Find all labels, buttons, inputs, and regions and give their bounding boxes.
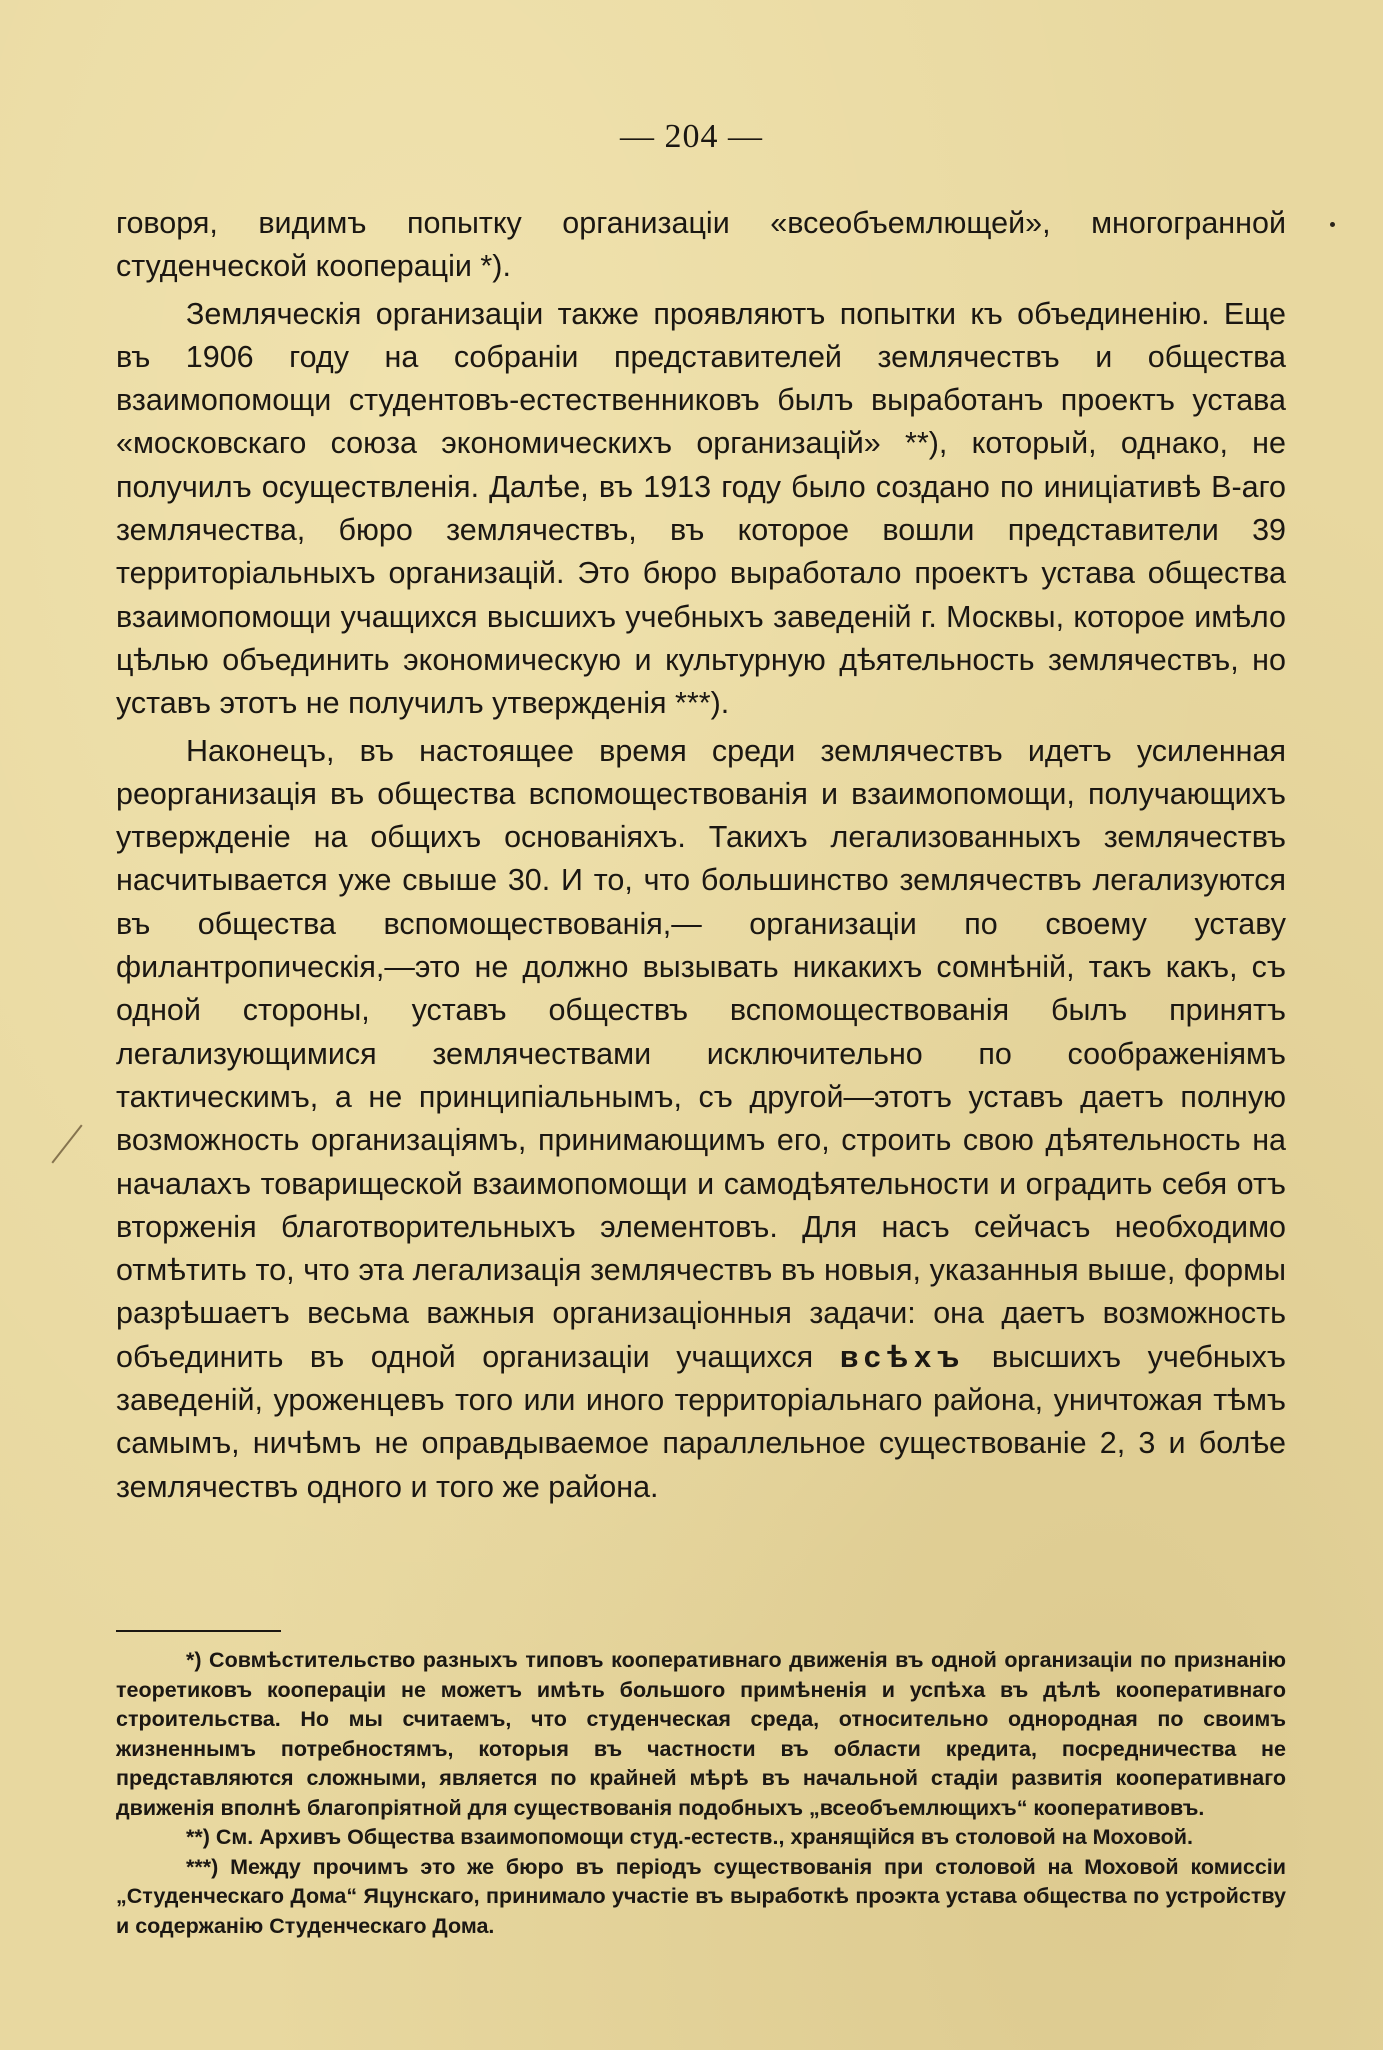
footnote-divider bbox=[116, 1630, 281, 1632]
main-text bbox=[116, 202, 1286, 1509]
paragraph-legalization-text: Наконецъ, въ настоящее время среди землячествъ идетъ усиленная реорганизація въ общества вспомоществованія и взаимопомощи, получающихъ утвержденіе на общихъ основаніяхъ. Такихъ легализованныхъ землячествъ насчитывается уже свыше 30. И то, что большинство землячествъ легализуются въ общества вспомоществованія,— организаціи по своему уставу филантропическія,—это не должно вызывать никакихъ сомнѣній, такъ какъ, съ одной стороны, уставъ обществъ вспомоществованія былъ принятъ легализующимися землячествами исключительно по соображеніямъ тактическимъ, а не принципіальнымъ, съ другой—этотъ уставъ даетъ полную возможность организаціямъ, принимающимъ его, строить свою дѣятельность на началахъ товарищеской взаимопомощи и самодѣятельности и оградить себя отъ вторженія благотворительныхъ элементовъ. Для насъ сейчасъ необходимо отмѣтить то, что эта легализація землячествъ въ новыя, указанныя выше, формы разрѣшаетъ весьма важныя организаціонныя задачи: она даетъ возможность объединить въ одной организаціи учащихся bbox=[116, 733, 1286, 1374]
footnote-2: **) См. Архивъ Общества взаимопомощи студ.-естеств., хранящійся въ столовой на Моховой. bbox=[186, 1825, 1193, 1849]
page-number: — 204 — bbox=[620, 118, 763, 155]
paragraph-zemlyachestva: Земляческія организаціи также проявляютъ попытки къ объединенію. Еще въ 1906 году на собраніи представителей землячествъ и общества взаимопомощи студентовъ-естественниковъ былъ выработанъ проектъ устава «московскаго союза экономическихъ организацій» **), который, однако, не получилъ осуществленія. Далѣе, въ 1913 году было создано по иниціативѣ В-аго землячества, бюро землячествъ, въ которое вошли представители 39 территоріальныхъ организацій. Это бюро выработало проектъ устава общества взаимопомощи учащихся высшихъ учебныхъ заведеній г. Москвы, которое имѣло цѣлью объединить экономическую и культурную дѣятельность землячествъ, но уставъ этотъ не получилъ утвержденія ***). bbox=[116, 296, 1286, 721]
footnote-3: ***) Между прочимъ это же бюро въ періодъ существованія при столовой на Моховой комиссіи „Студенческаго Дома“ Яцунскаго, принимало участіе въ выработкѣ проэкта устава общества по устройству и содержанію Студенческаго Дома. bbox=[116, 1854, 1286, 1938]
paragraph-legalization bbox=[116, 730, 1286, 1509]
ink-dot bbox=[1330, 222, 1335, 227]
paragraph-legalization-end: высшихъ учебныхъ заведеній, уроженцевъ того или иного территоріальнаго района, уничтожая тѣмъ самымъ, ничѣмъ не оправдываемое параллельное существованіе 2, 3 и болѣе землячествъ одного и того же района. bbox=[116, 1339, 1286, 1504]
paragraph-continuation: говоря, видимъ попытку организаціи «всеобъемлющей», многогранной студенческой коопераціи *). bbox=[116, 206, 1286, 284]
margin-pencil-mark bbox=[51, 1124, 82, 1163]
footnotes bbox=[116, 1646, 1286, 1941]
footnote-1: *) Совмѣстительство разныхъ типовъ кооперативнаго движенія въ одной организаціи по признанію теоретиковъ коопераціи не можетъ имѣть большого примѣненія и успѣха въ дѣлѣ кооперативнаго строительства. Но мы считаемъ, что студенческая среда, относительно однородная по своимъ жизненнымъ потребностямъ, которыя въ частности въ области кредита, посредничества не представляются сложными, является по крайней мѣрѣ въ начальной стадіи развитія кооперативнаго движенія вполнѣ благопріятной для существованія подобныхъ „всеобъемлющихъ“ кооперативовъ. bbox=[116, 1648, 1286, 1820]
emphasized-word: всѣхъ bbox=[839, 1339, 966, 1374]
